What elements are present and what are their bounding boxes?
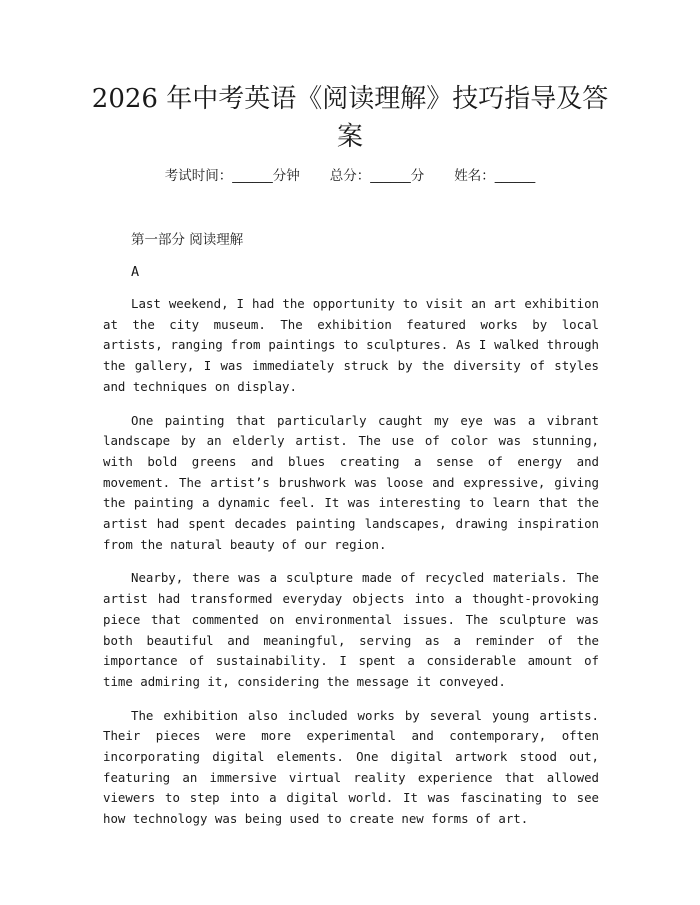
- part-label: A: [131, 264, 140, 280]
- reading-content: [103, 230, 599, 843]
- name-label: 姓名：______: [454, 168, 536, 184]
- paragraph-3: Nearby, there was a sculpture made of recycled materials. The artist had transformed everyday objects into a thought-provoking piece that commented on environmental issues. The sculpture was both beautiful and meaningful, serving as a reminder of the importance of sustainability. I spent a considerable amount of time admiring it, considering the message it conveyed.: [103, 570, 599, 689]
- total-score-label: 总分：______分: [329, 168, 425, 184]
- paragraph-4: The exhibition also included works by several young artists. Their pieces were more experimental and contemporary, often incorporating digital elements. One digital artwork stood out, featuring an immersive virtual reality experience that allowed viewers to step into a digital world. It was fascinating to see how technology was being used to create new forms of art.: [103, 707, 599, 827]
- page-title: 2026 年中考英语《阅读理解》技巧指导及答案: [91, 84, 609, 152]
- exam-meta: [0, 166, 700, 186]
- exam-time-label: 考试时间：______分钟: [164, 168, 300, 184]
- paragraph-1: Last weekend, I had the opportunity to visit an art exhibition at the city museum. The exhibition featured works by local artists, ranging from paintings to sculptures. As I walked through the gallery, I was immediately struck by the diversity of styles and techniques on display.: [103, 296, 599, 394]
- paragraph-2: One painting that particularly caught my eye was a vibrant landscape by an elderly artist. The use of color was stunning, with bold greens and blues creating a sense of energy and movement. The artist’s brushwork was loose and expressive, giving the painting a dynamic feel. It was interesting to learn that the artist had spent decades painting landscapes, drawing inspiration from the natural beauty of our region.: [103, 412, 599, 552]
- section-title: 第一部分 阅读理解: [131, 232, 244, 248]
